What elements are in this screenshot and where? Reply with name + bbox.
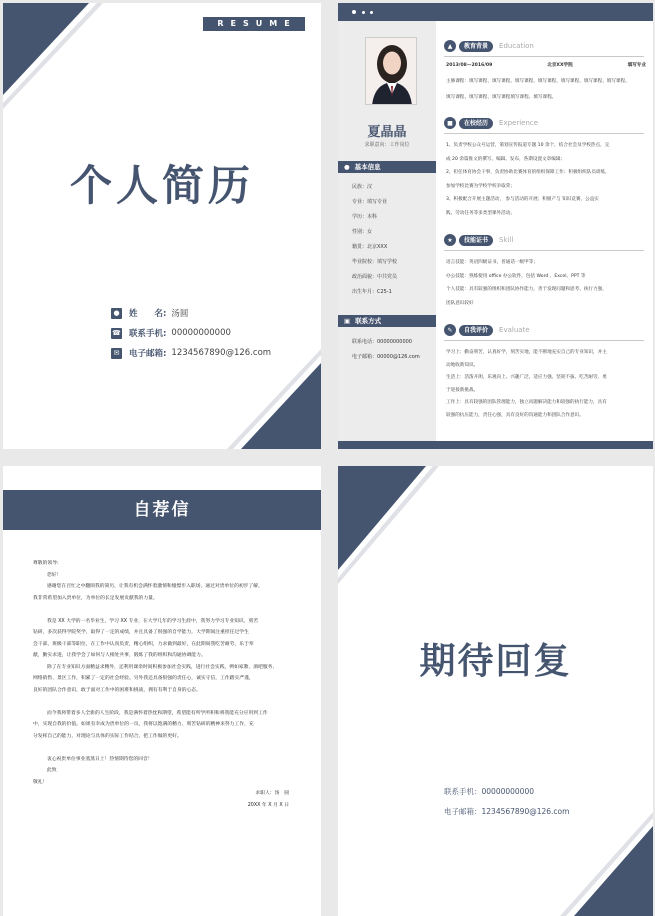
dot-icon: [370, 11, 373, 14]
letter-greeting: 尊敬的领导:: [33, 561, 59, 566]
email-value: 1234567890@126.com: [171, 348, 272, 358]
evaluation-line: 工作上：具有较强的团队管理能力，独立问题解决能力和较强的执行能力，具有: [446, 400, 607, 405]
job-target: 求职意向：工作岗位: [364, 142, 410, 148]
resume-tag: RESUME: [203, 17, 305, 31]
letter-signer: 求职人：汤 圆: [255, 791, 289, 796]
experience-line: 1、负责学校公众号运营，策划宣传报道专题 10 余个，结合社会及学校热点，完: [446, 143, 610, 148]
basic-item: 毕业院校：填写学校: [352, 259, 398, 265]
basic-item: 民族：汉: [352, 184, 373, 190]
letter-line: 分发挥自己的能力，对理论与具体的实际工作结合，把工作做的更好。: [33, 733, 182, 739]
contact-title: 联系方式: [355, 317, 382, 325]
experience-title: 在校经历: [459, 118, 493, 129]
profile-name: 夏晶晶: [367, 125, 407, 140]
divider: [444, 250, 644, 251]
person-icon: ●: [344, 163, 350, 171]
basic-item: 出生年月：C25-1: [352, 289, 392, 295]
letter-line: 网络销售、景区工作，积累了一定的社会经验。另外我还具备很强的责任心，诚实守信，工作踏实严谨，: [33, 676, 254, 681]
letter-regards: 敬礼！: [33, 779, 48, 785]
education-date: 2013/08—2016/09: [446, 63, 493, 68]
letter-line: 除了在专业知识方面精益求精外，还利用课余时间积极参加社会实践，进行社会实践，例如家教、酒吧服务、: [47, 664, 278, 670]
experience-line: 参加学校比赛为学校学校争取荣；: [446, 183, 515, 189]
divider: [444, 56, 644, 57]
letter-line: 我非常希望加入贵单位，为单位的长足发展贡献我的力量。: [33, 595, 158, 601]
skills-line: 团队意识较好: [446, 300, 474, 306]
pencil-icon: ✎: [444, 324, 456, 336]
basic-item: 政治面貌：中共党员: [352, 274, 398, 280]
cover-info: [111, 303, 271, 363]
letter-date: 20XX 年 X 月 X 日: [247, 802, 289, 808]
letter-line: 我是 XX 大学的一名毕业生，学习 XX 专业，在大学几年的学习生涯中，我努力学习专业知识，刻苦: [47, 618, 259, 624]
dot-icon: [362, 11, 365, 14]
back-title: 期待回复: [419, 641, 572, 682]
briefcase-icon: ■: [444, 117, 456, 129]
letter-closing: 衷心祝贵单位事业蒸蒸日上！热情期待您的回音！: [47, 756, 153, 762]
cover-phone-row: [111, 323, 271, 343]
evaluation-line: 较强的抗压能力，责任心强，具有良好的沟通能力和团队合作意识。: [446, 412, 584, 418]
bottom-bar: [338, 441, 653, 449]
basic-item: 学历：本科: [352, 214, 378, 220]
letter-line: 钻研，多次获得学院奖学，取得了一定的成绩，并且具备了很强的自学能力，大学期间注重担任过学生: [33, 630, 249, 635]
back-cover-page: [338, 466, 653, 916]
name-label: 姓 名:: [129, 309, 167, 319]
evaluation-en: Evaluate: [499, 326, 530, 334]
letter-line: 会干部，班级干部等职位，在工作中认真负责，精心组织，力求做到最好，在此期间我吃苦耐劳，乐于奉: [33, 641, 254, 647]
divider: [444, 133, 644, 134]
experience-en: Experience: [499, 119, 539, 127]
contact-email: 电子邮箱：00000@126.com: [352, 354, 420, 360]
letter-line: 献，勤实求进，让我学会了如何与人相处共事，锻炼了我的组织和沟通协调能力。: [33, 653, 206, 658]
letter-line: 良好的团队合作意识，敢于面对工作中的困难和挑战，拥有有利于自身的心态。: [33, 687, 201, 693]
evaluation-line: 生活上：活泼开朗、乐观向上、兴趣广泛、适应力强、坚韧不拔、吃苦耐劳、勇: [446, 375, 607, 380]
profile-photo: [365, 37, 417, 105]
skills-header: [444, 234, 513, 246]
basic-info-list: [352, 180, 397, 300]
cover-letter-page: [3, 466, 321, 916]
basic-info-header: [338, 161, 436, 173]
back-email: 电子邮箱：1234567890@126.com: [444, 807, 570, 816]
education-school: 北京XX学院: [547, 63, 573, 68]
education-en: Education: [499, 42, 534, 50]
education-line: 填写课程、填写课程、填写课程填写课程、填写课程。: [446, 95, 557, 100]
evaluation-body: [446, 347, 646, 422]
basic-item: 性别：女: [352, 229, 373, 235]
contact-card-icon: ▣: [344, 317, 351, 325]
evaluation-line: 学习上：勤奋刻苦，认真好学，刻苦实地，能不断地充实自己的专业知识，并主: [446, 350, 607, 355]
contact-header: [338, 315, 436, 327]
education-body: [446, 61, 646, 103]
experience-line: 2、担任体育协会干事，负责协助比赛体育的组织保障工作；积极组织队员训练，: [446, 170, 610, 175]
resume-page: [338, 3, 653, 449]
cover-email-row: [111, 343, 271, 363]
graduation-cap-icon: ▲: [444, 40, 456, 52]
basic-item: 籍贯：北京XXX: [352, 244, 388, 250]
letter-title: 自荐信: [3, 490, 321, 530]
letter-line: 感谢您在百忙之中翻阅我的简历，让我有机会满怀着激情和憧憬步入职场，通过对贵单位的初步了解，: [47, 584, 263, 589]
email-label: 电子邮箱:: [129, 349, 167, 359]
cover-title: 个人简历: [69, 161, 254, 210]
back-phone: 联系手机：00000000000: [444, 787, 534, 796]
education-major: 填写专业: [627, 63, 646, 68]
evaluation-title: 自我评价: [459, 325, 493, 336]
evaluation-line: 动地收新知识。: [446, 362, 479, 368]
side-panel: [338, 21, 436, 441]
cover-decoration: [3, 3, 321, 449]
skills-body: [446, 256, 646, 310]
education-row: [446, 61, 646, 71]
contact-list: [352, 335, 420, 365]
back-decoration: [338, 466, 653, 916]
contact-phone: 联系电话：00000000000: [352, 339, 412, 345]
phone-value: 00000000000: [171, 328, 231, 338]
education-line: 主修课程：填写课程、填写课程、填写课程、填写课程、填写课程、填写课程、填写课程、: [446, 79, 630, 84]
evaluation-line: 于迎接新挑战。: [446, 387, 479, 393]
experience-line: 成 20 余篇推文的撰写、编辑、发布，各期设置文章编辑；: [446, 156, 566, 162]
skills-title: 技能证书: [459, 235, 493, 246]
skills-line: 个人技能：具有较强的组织和团队协作能力，善于发现问题和思考、执行力强，: [446, 287, 607, 292]
skills-line: 办公技能：熟练使用 office 办公软件，包括 Word 、Excel、PPT 等: [446, 273, 586, 279]
experience-header: [444, 117, 538, 129]
certificate-icon: ★: [444, 234, 456, 246]
basic-info-title: 基本信息: [354, 163, 381, 171]
letter-body: [33, 558, 295, 811]
cover-page: [3, 3, 321, 449]
letter-regards: 此致: [47, 768, 57, 773]
experience-line: 3、积极配合开展主题活动， 参与活动的开展；积极产与 知识竞赛、公益实: [446, 197, 599, 202]
phone-label: 联系手机:: [129, 329, 167, 339]
experience-body: [446, 139, 646, 220]
experience-line: 践、劳动任务等多类型课外活动。: [446, 210, 515, 216]
phone-icon: ☎: [112, 329, 121, 337]
education-title: 教育背景: [459, 41, 493, 52]
name-value: 汤圆: [171, 309, 189, 319]
basic-item: 专业：填写专业: [352, 199, 388, 205]
mail-icon: ✉: [111, 348, 122, 359]
letter-line: 中，实现自我的价值。如果有幸成为贵单位的一员，我将以饱满的精力、刻苦钻研的精神来努力工作，充: [33, 722, 254, 727]
skills-line: 语言技能：英语四级证书，普通话一级甲等；: [446, 260, 538, 265]
dot-icon: [352, 10, 356, 14]
skills-en: Skill: [499, 236, 514, 244]
letter-hello: 您好！: [47, 572, 62, 578]
back-contact: [444, 782, 569, 822]
cover-name-row: [111, 303, 271, 323]
person-icon: ●: [111, 308, 122, 319]
education-header: [444, 40, 534, 52]
evaluation-header: [444, 324, 530, 336]
divider: [444, 340, 644, 341]
top-bar: [338, 3, 653, 21]
letter-line: 而今我将带着多人全新的人生阶段，我是满怀着热忱和期望，希望能有所学所积和将我能充分应用到工作: [47, 710, 268, 716]
